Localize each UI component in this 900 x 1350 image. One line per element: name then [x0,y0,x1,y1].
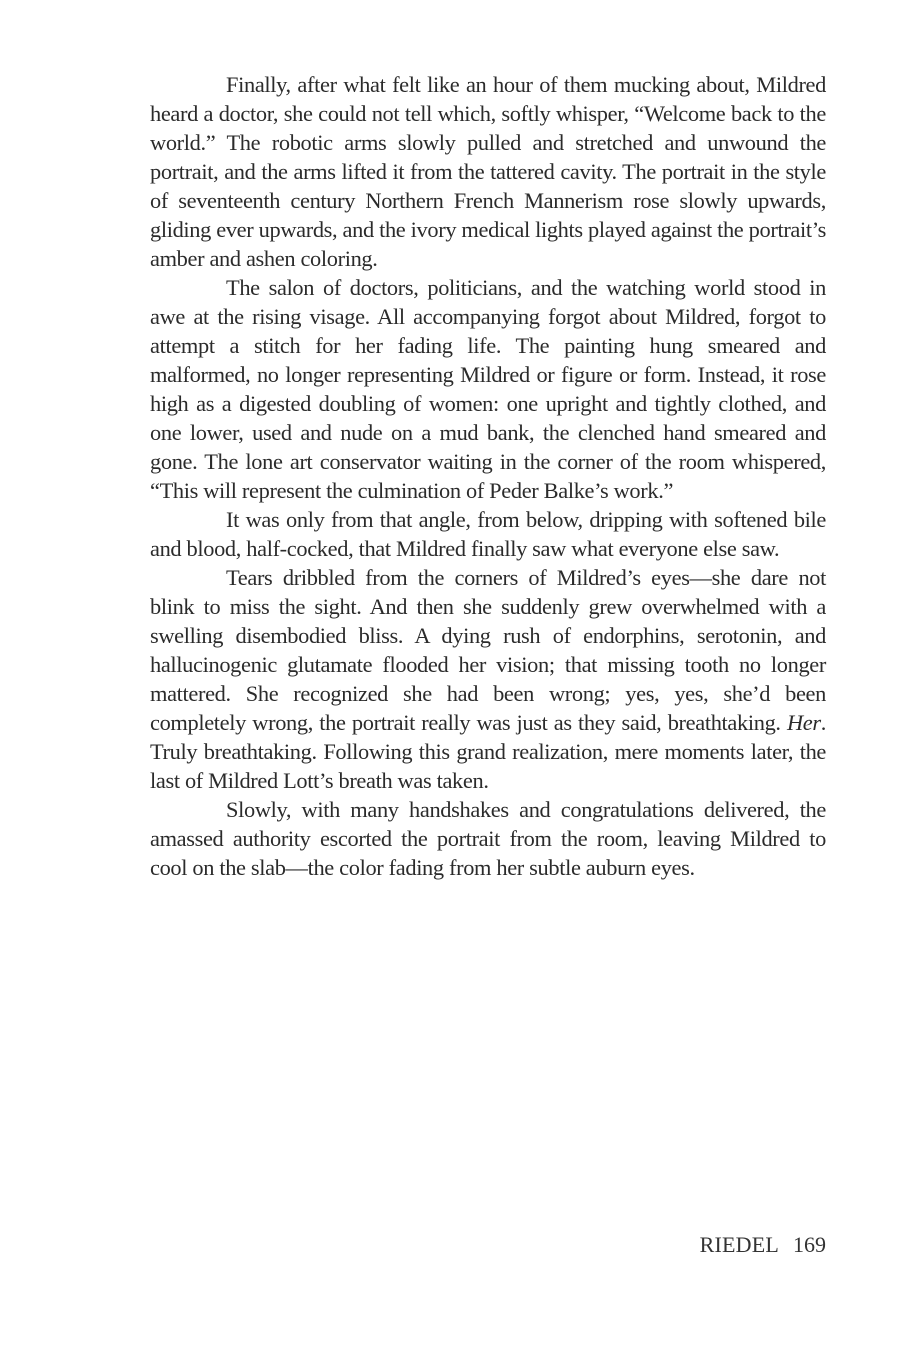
paragraph-4-italic-emphasis: Her [786,710,821,735]
paragraph-4-text-before: Tears dribbled from the corners of Mildred’s eyes—she dare not blink to miss the sight. And then she suddenly grew overwhelmed with a swelling disembodied bliss. A dying rush of endorphins, serotonin, and hallucinogenic glutamate flooded her vision; that missing tooth no longer mattered. She recognized she had been wrong; yes, yes, she’d been completely wrong, the portrait really was just as they said, breathtaking. [150,565,826,735]
paragraph-5: Slowly, with many handshakes and congratulations delivered, the amassed authority escorted the portrait from the room, leaving Mildred to cool on the slab—the color fading from her subtle auburn eyes. [150,797,826,880]
running-footer [600,1231,826,1259]
footer-author-name: RIEDEL [699,1232,779,1257]
page-body [150,70,826,882]
paragraph-2: The salon of doctors, politicians, and the watching world stood in awe at the rising visage. All accompanying forgot about Mildred, forgot to attempt a stitch for her fading life. The painting hung smeared and malformed, no longer representing Mildred or figure or form. Instead, it rose high as a digested doubling of women: one upright and tightly clothed, and one lower, used and nude on a mud bank, the clenched hand smeared and gone. The lone art conservator waiting in the corner of the room whispered, “This will represent the culmination of Peder Balke’s work.” [150,275,826,503]
paragraph-4 [150,563,826,795]
paragraph-3: It was only from that angle, from below, dripping with softened bile and blood, half-cocked, that Mildred finally saw what everyone else saw. [150,507,826,561]
page-number: 169 [793,1232,826,1257]
paragraph-1: Finally, after what felt like an hour of them mucking about, Mildred heard a doctor, she could not tell which, softly whisper, “Welcome back to the world.” The robotic arms slowly pulled and stretched and unwound the portrait, and the arms lifted it from the tattered cavity. The portrait in the style of seventeenth century Northern French Mannerism rose slowly upwards, gliding ever upwards, and the ivory medical lights played against the portrait’s amber and ashen coloring. [150,72,826,271]
paragraph-4-text-after: . Truly breathtaking. Following this grand realization, mere moments later, the last of Mildred Lott’s breath was taken. [150,710,826,793]
